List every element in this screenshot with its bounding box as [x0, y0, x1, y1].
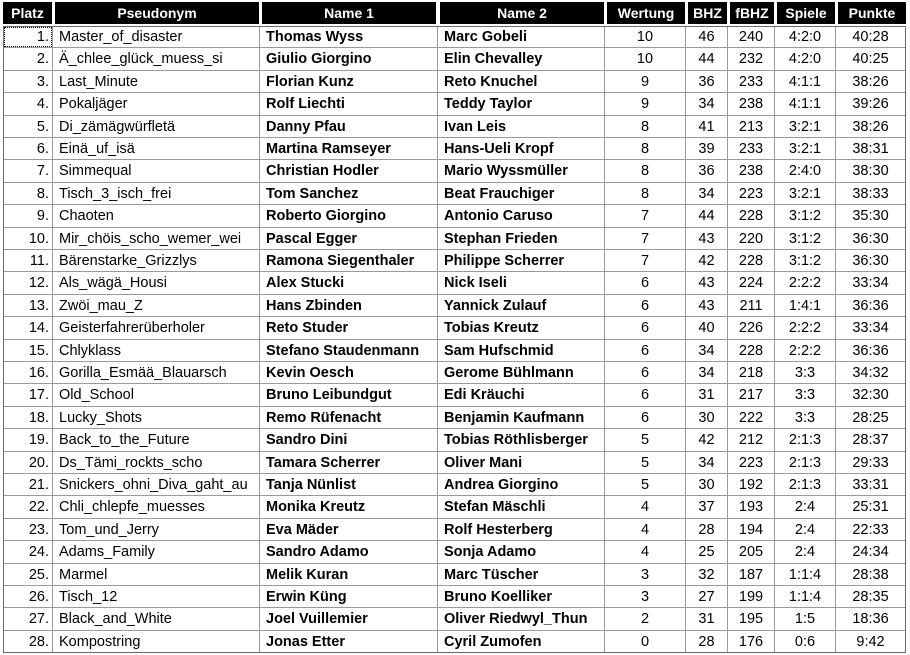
name2-cell[interactable]: Oliver Riedwyl_Thun	[438, 608, 605, 630]
wertung-cell[interactable]: 4	[605, 519, 686, 541]
header-name1[interactable]: Name 1	[262, 2, 436, 24]
punkte-cell[interactable]: 40:28	[836, 26, 906, 48]
pseudonym-cell[interactable]: Marmel	[53, 564, 260, 586]
platz-cell[interactable]: 13.	[3, 295, 53, 317]
wertung-cell[interactable]: 9	[605, 93, 686, 115]
bhz-cell[interactable]: 46	[686, 26, 728, 48]
table-row	[0, 250, 910, 272]
spiele-cell[interactable]: 3:2:1	[775, 138, 836, 160]
name1-cell[interactable]: Alex Stucki	[260, 272, 438, 294]
fbhz-cell[interactable]: 228	[728, 205, 775, 227]
name1-cell[interactable]: Ramona Siegenthaler	[260, 250, 438, 272]
pseudonym-cell[interactable]: Last_Minute	[53, 71, 260, 93]
pseudonym-cell[interactable]: Chlyklass	[53, 340, 260, 362]
fbhz-cell[interactable]: 226	[728, 317, 775, 339]
name1-cell[interactable]: Hans Zbinden	[260, 295, 438, 317]
punkte-cell[interactable]: 33:34	[836, 317, 906, 339]
name1-cell[interactable]: Tamara Scherrer	[260, 452, 438, 474]
name1-cell[interactable]: Tom Sanchez	[260, 183, 438, 205]
wertung-cell[interactable]: 0	[605, 631, 686, 653]
table-row	[0, 205, 910, 227]
bhz-cell[interactable]: 36	[686, 160, 728, 182]
bhz-cell[interactable]: 34	[686, 183, 728, 205]
platz-cell[interactable]: 22.	[3, 496, 53, 518]
fbhz-cell[interactable]: 194	[728, 519, 775, 541]
name2-cell[interactable]: Oliver Mani	[438, 452, 605, 474]
spiele-cell[interactable]: 2:4	[775, 496, 836, 518]
name2-cell[interactable]: Reto Knuchel	[438, 71, 605, 93]
bhz-cell[interactable]: 43	[686, 295, 728, 317]
pseudonym-cell[interactable]: Pokaljäger	[53, 93, 260, 115]
wertung-cell[interactable]: 10	[605, 48, 686, 70]
bhz-cell[interactable]: 27	[686, 586, 728, 608]
platz-cell[interactable]: 1.	[3, 26, 53, 48]
spiele-cell[interactable]: 3:1:2	[775, 250, 836, 272]
wertung-cell[interactable]: 6	[605, 362, 686, 384]
fbhz-cell[interactable]: 222	[728, 407, 775, 429]
table-row	[0, 384, 910, 406]
bhz-cell[interactable]: 39	[686, 138, 728, 160]
pseudonym-cell[interactable]: Old_School	[53, 384, 260, 406]
pseudonym-cell[interactable]: Zwöi_mau_Z	[53, 295, 260, 317]
spiele-cell[interactable]: 4:1:1	[775, 71, 836, 93]
table-row	[0, 541, 910, 563]
table-row	[0, 519, 910, 541]
table-row	[0, 295, 910, 317]
bhz-cell[interactable]: 44	[686, 205, 728, 227]
fbhz-cell[interactable]: 211	[728, 295, 775, 317]
name2-cell[interactable]: Benjamin Kaufmann	[438, 407, 605, 429]
pseudonym-cell[interactable]: Di_zämägwürfletä	[53, 116, 260, 138]
fbhz-cell[interactable]: 233	[728, 71, 775, 93]
punkte-cell[interactable]: 36:36	[836, 340, 906, 362]
punkte-cell[interactable]: 25:31	[836, 496, 906, 518]
table-row	[0, 26, 910, 48]
wertung-cell[interactable]: 4	[605, 496, 686, 518]
platz-cell[interactable]: 4.	[3, 93, 53, 115]
pseudonym-cell[interactable]: Ds_Tämi_rockts_scho	[53, 452, 260, 474]
platz-cell[interactable]: 21.	[3, 474, 53, 496]
bhz-cell[interactable]: 31	[686, 384, 728, 406]
name2-cell[interactable]: Stefan Mäschli	[438, 496, 605, 518]
fbhz-cell[interactable]: 193	[728, 496, 775, 518]
punkte-cell[interactable]: 40:25	[836, 48, 906, 70]
pseudonym-cell[interactable]: Einä_uf_isä	[53, 138, 260, 160]
pseudonym-cell[interactable]: Black_and_White	[53, 608, 260, 630]
table-row	[0, 362, 910, 384]
platz-cell[interactable]: 6.	[3, 138, 53, 160]
bhz-cell[interactable]: 34	[686, 452, 728, 474]
platz-cell[interactable]: 9.	[3, 205, 53, 227]
spiele-cell[interactable]: 3:2:1	[775, 116, 836, 138]
platz-cell[interactable]: 28.	[3, 631, 53, 653]
name2-cell[interactable]: Philippe Scherrer	[438, 250, 605, 272]
header-name2[interactable]: Name 2	[440, 2, 604, 24]
name1-cell[interactable]: Tanja Nünlist	[260, 474, 438, 496]
name2-cell[interactable]: Marc Tüscher	[438, 564, 605, 586]
punkte-cell[interactable]: 33:34	[836, 272, 906, 294]
name1-cell[interactable]: Melik Kuran	[260, 564, 438, 586]
spiele-cell[interactable]: 4:1:1	[775, 93, 836, 115]
platz-cell[interactable]: 23.	[3, 519, 53, 541]
name1-cell[interactable]: Danny Pfau	[260, 116, 438, 138]
punkte-cell[interactable]: 39:26	[836, 93, 906, 115]
punkte-cell[interactable]: 28:38	[836, 564, 906, 586]
name2-cell[interactable]: Andrea Giorgino	[438, 474, 605, 496]
wertung-cell[interactable]: 9	[605, 71, 686, 93]
platz-cell[interactable]: 25.	[3, 564, 53, 586]
wertung-cell[interactable]: 6	[605, 384, 686, 406]
spiele-cell[interactable]: 1:1:4	[775, 564, 836, 586]
platz-cell[interactable]: 19.	[3, 429, 53, 451]
spiele-cell[interactable]: 2:2:2	[775, 340, 836, 362]
punkte-cell[interactable]: 24:34	[836, 541, 906, 563]
fbhz-cell[interactable]: 192	[728, 474, 775, 496]
table-row	[0, 160, 910, 182]
platz-cell[interactable]: 14.	[3, 317, 53, 339]
fbhz-cell[interactable]: 199	[728, 586, 775, 608]
wertung-cell[interactable]: 8	[605, 183, 686, 205]
fbhz-cell[interactable]: 213	[728, 116, 775, 138]
spiele-cell[interactable]: 2:4	[775, 519, 836, 541]
pseudonym-cell[interactable]: Gorilla_Esmää_Blauarsch	[53, 362, 260, 384]
spiele-cell[interactable]: 1:5	[775, 608, 836, 630]
table-row	[0, 71, 910, 93]
table-row	[0, 48, 910, 70]
punkte-cell[interactable]: 18:36	[836, 608, 906, 630]
table-row	[0, 564, 910, 586]
name1-cell[interactable]: Eva Mäder	[260, 519, 438, 541]
name2-cell[interactable]: Hans-Ueli Kropf	[438, 138, 605, 160]
platz-cell[interactable]: 16.	[3, 362, 53, 384]
wertung-cell[interactable]: 5	[605, 474, 686, 496]
header-bhz[interactable]: BHZ	[688, 2, 727, 24]
spiele-cell[interactable]: 2:1:3	[775, 429, 836, 451]
name2-cell[interactable]: Teddy Taylor	[438, 93, 605, 115]
fbhz-cell[interactable]: 223	[728, 452, 775, 474]
bhz-cell[interactable]: 30	[686, 407, 728, 429]
wertung-cell[interactable]: 7	[605, 250, 686, 272]
name1-cell[interactable]: Reto Studer	[260, 317, 438, 339]
platz-cell[interactable]: 15.	[3, 340, 53, 362]
punkte-cell[interactable]: 35:30	[836, 205, 906, 227]
bhz-cell[interactable]: 42	[686, 429, 728, 451]
table-row	[0, 138, 910, 160]
wertung-cell[interactable]: 6	[605, 407, 686, 429]
punkte-cell[interactable]: 28:25	[836, 407, 906, 429]
bhz-cell[interactable]: 37	[686, 496, 728, 518]
bhz-cell[interactable]: 41	[686, 116, 728, 138]
pseudonym-cell[interactable]: Mir_chöis_scho_wemer_wei	[53, 228, 260, 250]
bhz-cell[interactable]: 31	[686, 608, 728, 630]
spiele-cell[interactable]: 3:3	[775, 407, 836, 429]
platz-cell[interactable]: 12.	[3, 272, 53, 294]
table-row	[0, 272, 910, 294]
pseudonym-cell[interactable]: Tom_und_Jerry	[53, 519, 260, 541]
pseudonym-cell[interactable]: Kompostring	[53, 631, 260, 653]
table-row	[0, 228, 910, 250]
name1-cell[interactable]: Erwin Küng	[260, 586, 438, 608]
name1-cell[interactable]: Remo Rüfenacht	[260, 407, 438, 429]
fbhz-cell[interactable]: 224	[728, 272, 775, 294]
punkte-cell[interactable]: 34:32	[836, 362, 906, 384]
fbhz-cell[interactable]: 240	[728, 26, 775, 48]
wertung-cell[interactable]: 8	[605, 116, 686, 138]
table-row	[0, 183, 910, 205]
table-row	[0, 631, 910, 653]
table-row	[0, 317, 910, 339]
bhz-cell[interactable]: 34	[686, 340, 728, 362]
platz-cell[interactable]: 3.	[3, 71, 53, 93]
fbhz-cell[interactable]: 176	[728, 631, 775, 653]
punkte-cell[interactable]: 38:33	[836, 183, 906, 205]
name1-cell[interactable]: Christian Hodler	[260, 160, 438, 182]
fbhz-cell[interactable]: 220	[728, 228, 775, 250]
wertung-cell[interactable]: 8	[605, 160, 686, 182]
fbhz-cell[interactable]: 232	[728, 48, 775, 70]
wertung-cell[interactable]: 10	[605, 26, 686, 48]
wertung-cell[interactable]: 6	[605, 295, 686, 317]
pseudonym-cell[interactable]: Adams_Family	[53, 541, 260, 563]
name1-cell[interactable]: Florian Kunz	[260, 71, 438, 93]
bhz-cell[interactable]: 44	[686, 48, 728, 70]
table-row	[0, 429, 910, 451]
spiele-cell[interactable]: 4:2:0	[775, 48, 836, 70]
name1-cell[interactable]: Pascal Egger	[260, 228, 438, 250]
pseudonym-cell[interactable]: Als_wägä_Housi	[53, 272, 260, 294]
name2-cell[interactable]: Edi Kräuchi	[438, 384, 605, 406]
table-row	[0, 474, 910, 496]
name1-cell[interactable]: Roberto Giorgino	[260, 205, 438, 227]
fbhz-cell[interactable]: 195	[728, 608, 775, 630]
punkte-cell[interactable]: 36:30	[836, 228, 906, 250]
name1-cell[interactable]: Joel Vuillemier	[260, 608, 438, 630]
name2-cell[interactable]: Antonio Caruso	[438, 205, 605, 227]
punkte-cell[interactable]: 32:30	[836, 384, 906, 406]
punkte-cell[interactable]: 38:31	[836, 138, 906, 160]
name1-cell[interactable]: Kevin Oesch	[260, 362, 438, 384]
platz-cell[interactable]: 20.	[3, 452, 53, 474]
name2-cell[interactable]: Gerome Bühlmann	[438, 362, 605, 384]
name1-cell[interactable]: Giulio Giorgino	[260, 48, 438, 70]
platz-cell[interactable]: 10.	[3, 228, 53, 250]
bhz-cell[interactable]: 32	[686, 564, 728, 586]
wertung-cell[interactable]: 6	[605, 317, 686, 339]
header-spiele[interactable]: Spiele	[777, 2, 835, 24]
spiele-cell[interactable]: 2:2:2	[775, 317, 836, 339]
spiele-cell[interactable]: 3:1:2	[775, 205, 836, 227]
name2-cell[interactable]: Sonja Adamo	[438, 541, 605, 563]
punkte-cell[interactable]: 28:35	[836, 586, 906, 608]
punkte-cell[interactable]: 36:36	[836, 295, 906, 317]
name2-cell[interactable]: Tobias Röthlisberger	[438, 429, 605, 451]
bhz-cell[interactable]: 28	[686, 519, 728, 541]
wertung-cell[interactable]: 4	[605, 541, 686, 563]
table-row	[0, 93, 910, 115]
pseudonym-cell[interactable]: Tisch_3_isch_frei	[53, 183, 260, 205]
spiele-cell[interactable]: 1:4:1	[775, 295, 836, 317]
wertung-cell[interactable]: 3	[605, 586, 686, 608]
name1-cell[interactable]: Sandro Adamo	[260, 541, 438, 563]
name2-cell[interactable]: Cyril Zumofen	[438, 631, 605, 653]
punkte-cell[interactable]: 38:26	[836, 116, 906, 138]
header-platz[interactable]: Platz	[3, 2, 52, 24]
name2-cell[interactable]: Bruno Koelliker	[438, 586, 605, 608]
name1-cell[interactable]: Bruno Leibundgut	[260, 384, 438, 406]
wertung-cell[interactable]: 7	[605, 228, 686, 250]
name2-cell[interactable]: Nick Iseli	[438, 272, 605, 294]
spiele-cell[interactable]: 2:2:2	[775, 272, 836, 294]
name2-cell[interactable]: Mario Wyssmüller	[438, 160, 605, 182]
spiele-cell[interactable]: 1:1:4	[775, 586, 836, 608]
fbhz-cell[interactable]: 187	[728, 564, 775, 586]
name2-cell[interactable]: Yannick Zulauf	[438, 295, 605, 317]
table-row	[0, 452, 910, 474]
pseudonym-cell[interactable]: Chaoten	[53, 205, 260, 227]
name2-cell[interactable]: Rolf Hesterberg	[438, 519, 605, 541]
wertung-cell[interactable]: 7	[605, 205, 686, 227]
fbhz-cell[interactable]: 205	[728, 541, 775, 563]
platz-cell[interactable]: 27.	[3, 608, 53, 630]
bhz-cell[interactable]: 43	[686, 272, 728, 294]
table-row	[0, 116, 910, 138]
table-row	[0, 496, 910, 518]
wertung-cell[interactable]: 5	[605, 452, 686, 474]
punkte-cell[interactable]: 28:37	[836, 429, 906, 451]
fbhz-cell[interactable]: 238	[728, 93, 775, 115]
spiele-cell[interactable]: 2:1:3	[775, 474, 836, 496]
fbhz-cell[interactable]: 218	[728, 362, 775, 384]
table-row	[0, 340, 910, 362]
platz-cell[interactable]: 5.	[3, 116, 53, 138]
punkte-cell[interactable]: 29:33	[836, 452, 906, 474]
name1-cell[interactable]: Martina Ramseyer	[260, 138, 438, 160]
punkte-cell[interactable]: 9:42	[836, 631, 906, 653]
platz-cell[interactable]: 26.	[3, 586, 53, 608]
name1-cell[interactable]: Rolf Liechti	[260, 93, 438, 115]
table-row	[0, 407, 910, 429]
wertung-cell[interactable]: 6	[605, 340, 686, 362]
bhz-cell[interactable]: 40	[686, 317, 728, 339]
spiele-cell[interactable]: 3:1:2	[775, 228, 836, 250]
pseudonym-cell[interactable]: Master_of_disaster	[53, 26, 260, 48]
platz-cell[interactable]: 18.	[3, 407, 53, 429]
name2-cell[interactable]: Beat Frauchiger	[438, 183, 605, 205]
platz-cell[interactable]: 2.	[3, 48, 53, 70]
pseudonym-cell[interactable]: Bärenstarke_Grizzlys	[53, 250, 260, 272]
name1-cell[interactable]: Stefano Staudenmann	[260, 340, 438, 362]
table-row	[0, 586, 910, 608]
name1-cell[interactable]: Thomas Wyss	[260, 26, 438, 48]
spiele-cell[interactable]: 0:6	[775, 631, 836, 653]
fbhz-cell[interactable]: 212	[728, 429, 775, 451]
pseudonym-cell[interactable]: Chli_chlepfe_muesses	[53, 496, 260, 518]
wertung-cell[interactable]: 8	[605, 138, 686, 160]
bhz-cell[interactable]: 30	[686, 474, 728, 496]
fbhz-cell[interactable]: 223	[728, 183, 775, 205]
fbhz-cell[interactable]: 228	[728, 340, 775, 362]
spiele-cell[interactable]: 3:3	[775, 384, 836, 406]
header-wertung[interactable]: Wertung	[607, 2, 685, 24]
punkte-cell[interactable]: 38:30	[836, 160, 906, 182]
name2-cell[interactable]: Sam Hufschmid	[438, 340, 605, 362]
punkte-cell[interactable]: 36:30	[836, 250, 906, 272]
punkte-cell[interactable]: 33:31	[836, 474, 906, 496]
bhz-cell[interactable]: 25	[686, 541, 728, 563]
spiele-cell[interactable]: 3:3	[775, 362, 836, 384]
table-row	[0, 608, 910, 630]
name2-cell[interactable]: Ivan Leis	[438, 116, 605, 138]
pseudonym-cell[interactable]: Simmequal	[53, 160, 260, 182]
wertung-cell[interactable]: 2	[605, 608, 686, 630]
name1-cell[interactable]: Jonas Etter	[260, 631, 438, 653]
platz-cell[interactable]: 24.	[3, 541, 53, 563]
spiele-cell[interactable]: 2:4:0	[775, 160, 836, 182]
name1-cell[interactable]: Sandro Dini	[260, 429, 438, 451]
pseudonym-cell[interactable]: Geisterfahrerüberholer	[53, 317, 260, 339]
header-punkte[interactable]: Punkte	[838, 2, 906, 24]
bhz-cell[interactable]: 36	[686, 71, 728, 93]
bhz-cell[interactable]: 42	[686, 250, 728, 272]
name2-cell[interactable]: Stephan Frieden	[438, 228, 605, 250]
bhz-cell[interactable]: 43	[686, 228, 728, 250]
spiele-cell[interactable]: 3:2:1	[775, 183, 836, 205]
spiele-cell[interactable]: 4:2:0	[775, 26, 836, 48]
pseudonym-cell[interactable]: Ä_chlee_glück_muess_si	[53, 48, 260, 70]
pseudonym-cell[interactable]: Snickers_ohni_Diva_gaht_au	[53, 474, 260, 496]
wertung-cell[interactable]: 6	[605, 272, 686, 294]
fbhz-cell[interactable]: 233	[728, 138, 775, 160]
name2-cell[interactable]: Tobias Kreutz	[438, 317, 605, 339]
platz-cell[interactable]: 7.	[3, 160, 53, 182]
punkte-cell[interactable]: 22:33	[836, 519, 906, 541]
bhz-cell[interactable]: 34	[686, 93, 728, 115]
pseudonym-cell[interactable]: Tisch_12	[53, 586, 260, 608]
pseudonym-cell[interactable]: Lucky_Shots	[53, 407, 260, 429]
fbhz-cell[interactable]: 228	[728, 250, 775, 272]
bhz-cell[interactable]: 34	[686, 362, 728, 384]
platz-cell[interactable]: 8.	[3, 183, 53, 205]
pseudonym-cell[interactable]: Back_to_the_Future	[53, 429, 260, 451]
punkte-cell[interactable]: 38:26	[836, 71, 906, 93]
spiele-cell[interactable]: 2:1:3	[775, 452, 836, 474]
fbhz-cell[interactable]: 217	[728, 384, 775, 406]
wertung-cell[interactable]: 3	[605, 564, 686, 586]
name1-cell[interactable]: Monika Kreutz	[260, 496, 438, 518]
platz-cell[interactable]: 17.	[3, 384, 53, 406]
spiele-cell[interactable]: 2:4	[775, 541, 836, 563]
fbhz-cell[interactable]: 238	[728, 160, 775, 182]
header-pseudonym[interactable]: Pseudonym	[55, 2, 259, 24]
name2-cell[interactable]: Marc Gobeli	[438, 26, 605, 48]
wertung-cell[interactable]: 5	[605, 429, 686, 451]
name2-cell[interactable]: Elin Chevalley	[438, 48, 605, 70]
platz-cell[interactable]: 11.	[3, 250, 53, 272]
header-fbhz[interactable]: fBHZ	[730, 2, 774, 24]
bhz-cell[interactable]: 28	[686, 631, 728, 653]
